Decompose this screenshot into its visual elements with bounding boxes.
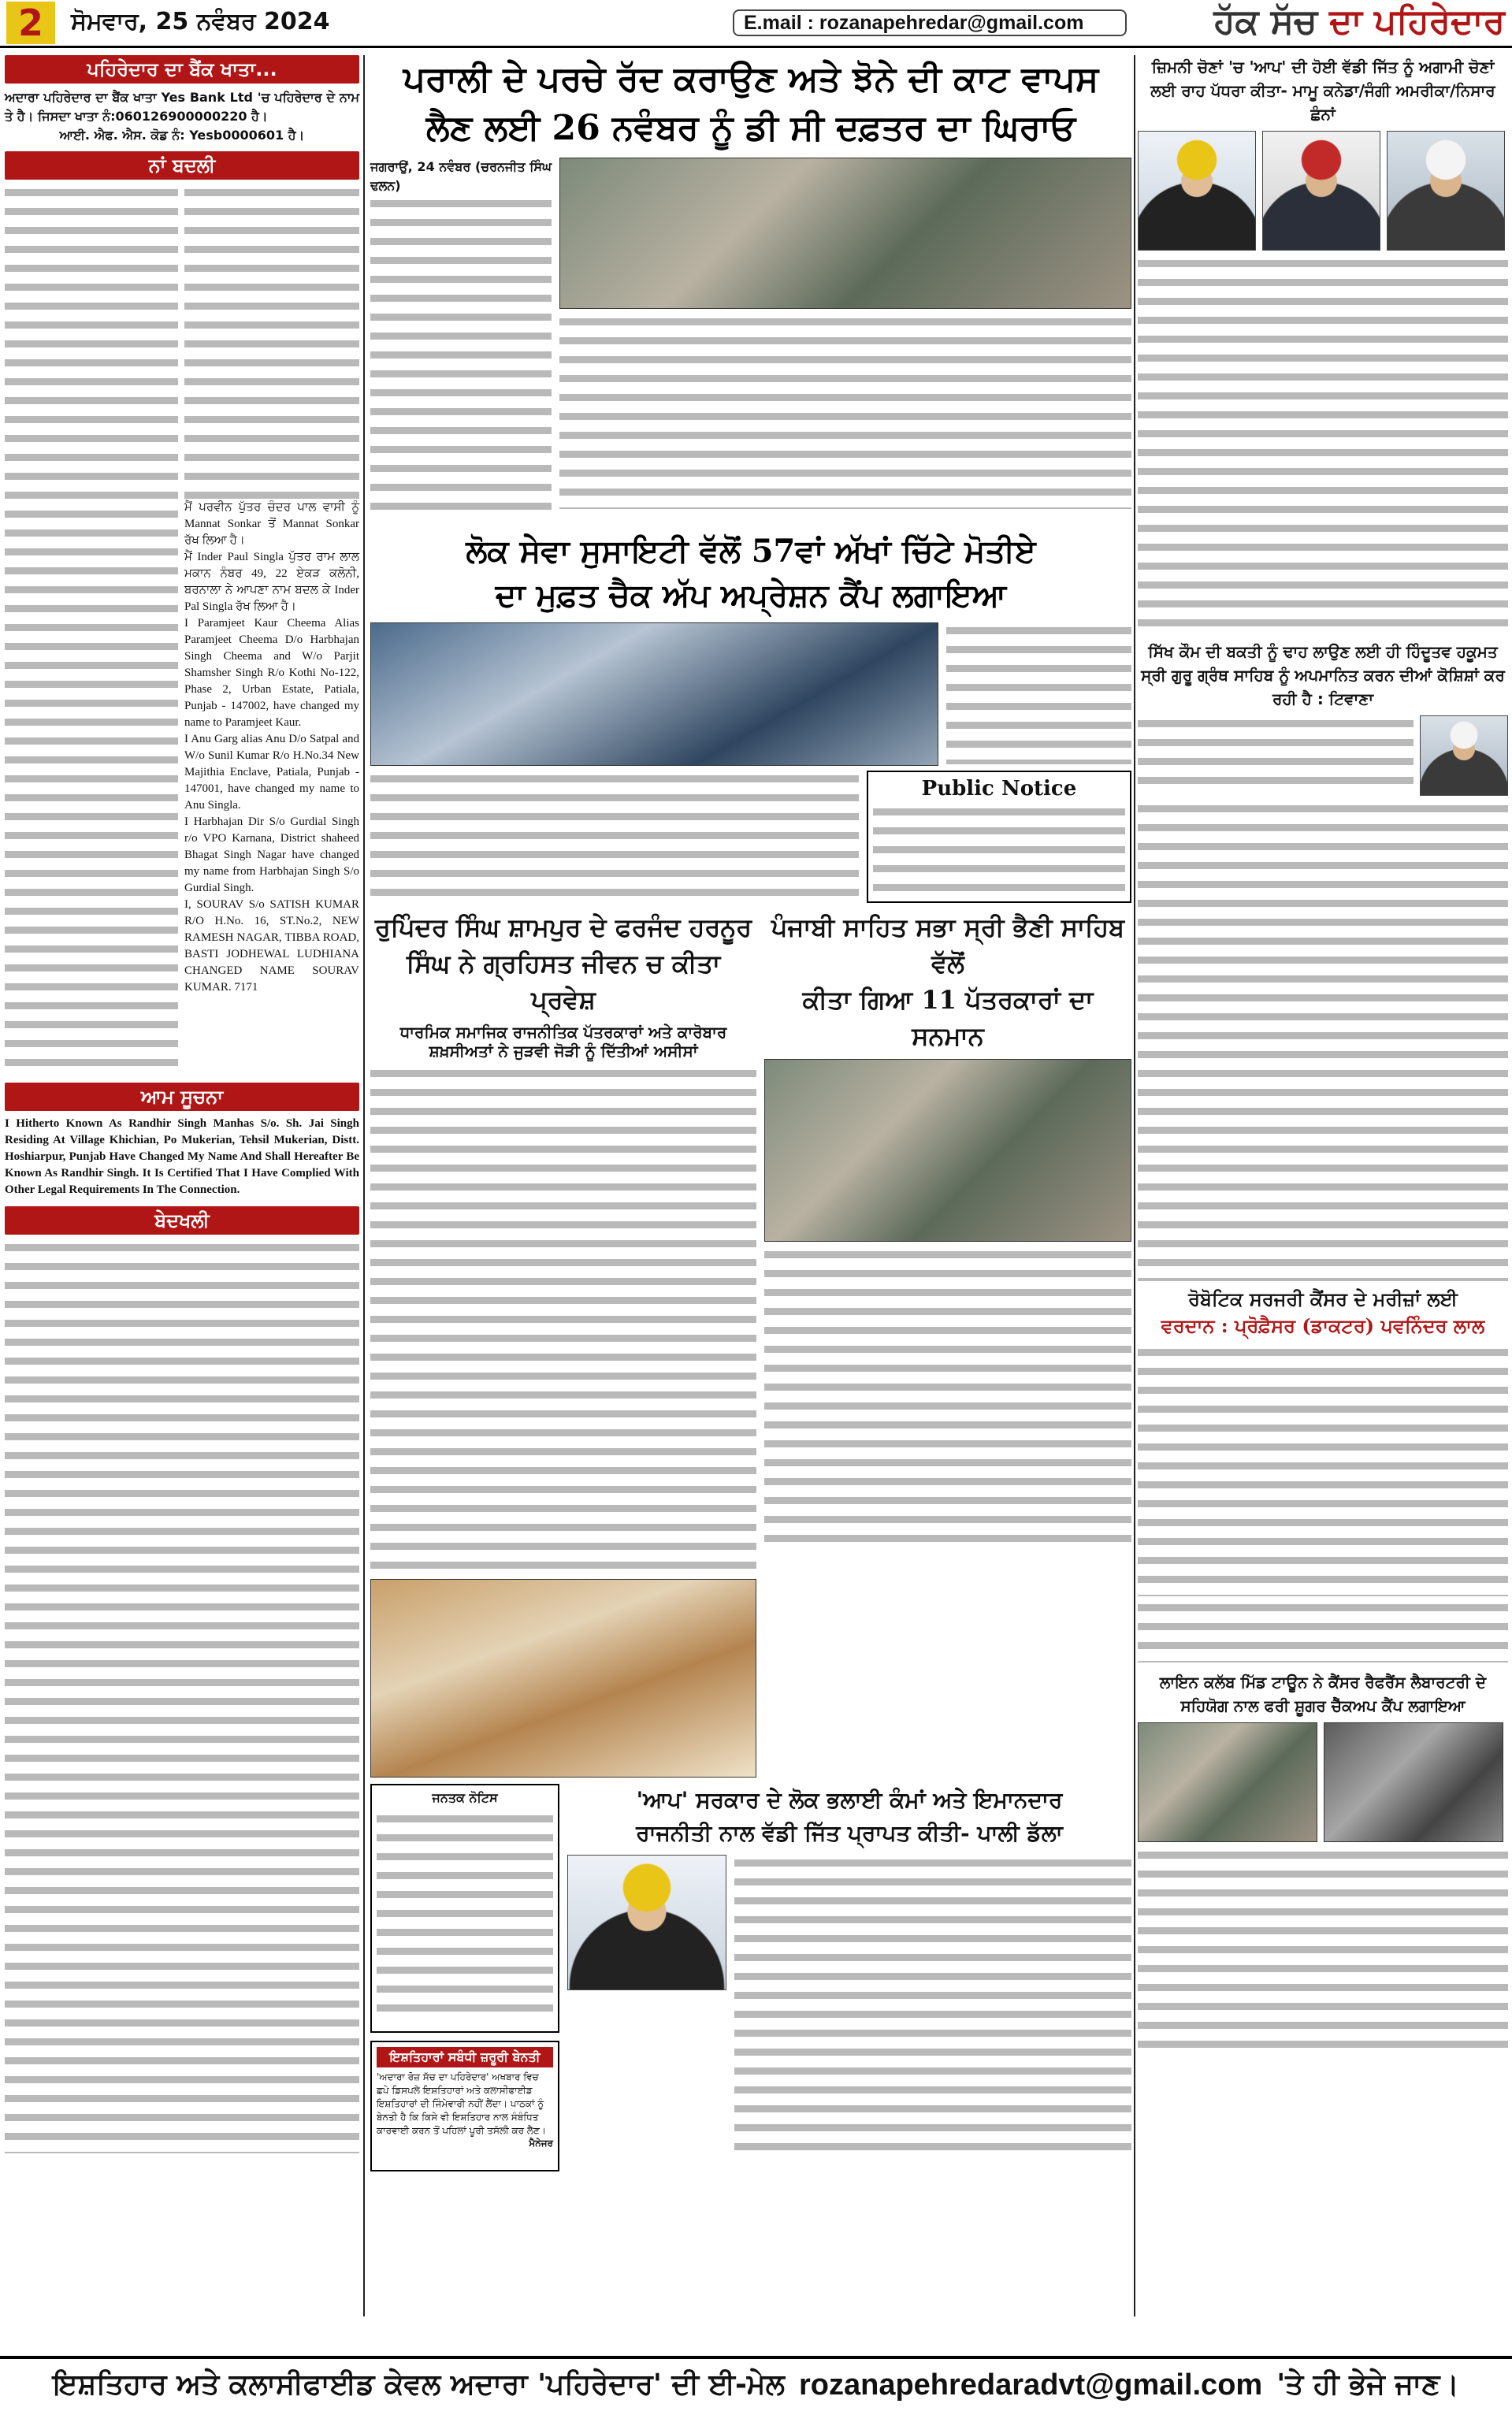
article-body xyxy=(559,314,1131,509)
headline-line: ਪੰਜਾਬੀ ਸਾਹਿਤ ਸਭਾ ਸ੍ਰੀ ਭੈਣੀ ਸਾਹਿਬ ਵੱਲੋਂ xyxy=(771,912,1125,979)
article-body xyxy=(370,771,859,901)
public-notice-box xyxy=(867,771,1131,903)
bank-ifsc: ਆਈ. ਐਫ. ਐਸ. ਕੋਡ ਨੰ: Yesb0000601 ਹੈ। xyxy=(59,128,305,143)
ad-disclaimer-sign: ਮੈਨੇਜਰ xyxy=(529,2138,553,2149)
name-change-item: ਮੈਂ ਪਰਵੀਨ ਪੁੱਤਰ ਚੰਦਰ ਪਾਲ ਵਾਸੀ ਨੂੰ Mannat Sonkar ਤੋਂ Mannat Sonkar ਰੱਖ ਲਿਆ ਹੈ। xyxy=(184,501,359,547)
portrait-jangi xyxy=(1262,131,1380,251)
headline-stubble xyxy=(370,55,1131,153)
name-change-list-right xyxy=(184,184,359,1075)
article-body xyxy=(370,195,552,522)
headline-line: 'ਆਪ' ਸਰਕਾਰ ਦੇ ਲੋਕ ਭਲਾਈ ਕੰਮਾਂ ਅਤੇ ਇਮਾਨਦਾਰ xyxy=(636,1787,1063,1813)
right-column xyxy=(1138,55,1508,2052)
headline-line: ਸਿੰਘ ਨੇ ਗ੍ਰਹਿਸਤ ਜੀਵਨ ਚ ਕੀਤਾ ਪ੍ਰਵੇਸ਼ xyxy=(406,949,721,1015)
center-column xyxy=(370,55,1131,2171)
article-body xyxy=(1138,255,1508,633)
footer-text: ਇਸ਼ਤਿਹਾਰ ਅਤੇ ਕਲਾਸੀਫਾਈਡ ਕੇਵਲ ਅਦਾਰਾ 'ਪਹਿਰੇਦਾਰ' ਦੀ ਈ-ਮੇਲ xyxy=(53,2368,785,2401)
header-email[interactable]: E.mail : rozanapehredar@gmail.com xyxy=(733,9,1127,36)
ad-disclaimer-text: 'ਅਦਾਰਾ ਰੋਜ਼ ਸੱਚ ਦਾ ਪਹਿਰੇਦਾਰ' ਅਖਬਾਰ ਵਿਚ ਛਪੇ ਡਿਸਪਲੇ ਇਸ਼ਤਿਹਾਰਾਂ ਅਤੇ ਕਲਾਸੀਫਾਈਡ ਇਸ਼ਤਿਹਾਰਾਂ ਦੀ ਜਿੰਮੇਵਾਰੀ ਨਹੀਂ ਲੈਂਦਾ। ਪਾਠਕਾਂ ਨੂੰ ਬੇਨਤੀ ਹੈ ਕਿ ਕਿਸੇ ਵੀ ਇਸ਼ਤਿਹਾਰ ਨਾਲ ਸੰਬੰਧਿਤ ਕਾਰਵਾਈ ਕਰਨ ਤੋਂ ਪਹਿਲਾਂ ਪੂਰੀ ਤਸੱਲੀ ਕਰ ਲੈਣ। xyxy=(377,2071,546,2136)
portrait-mamu xyxy=(1138,131,1256,251)
headline-lions-club: ਲਾਇਨ ਕਲੱਬ ਮਿੱਡ ਟਾਊਨ ਨੇ ਕੈਂਸਰ ਰੈਫਰੈਂਸ ਲੈਬਾਰਟਰੀ ਦੇ ਸਹਿਯੋਗ ਨਾਲ ਫਰੀ ਸ਼ੂਗਰ ਚੈੱਕਅਪ ਕੈਂਪ ਲਗਾਇਆ xyxy=(1159,1673,1487,1715)
portrait-tiwana xyxy=(1420,715,1508,796)
dateline: ਜਗਰਾਉਂ, 24 ਨਵੰਬਰ (ਚਰਨਜੀਤ ਸਿੰਘ ਢਲਨ) xyxy=(370,159,552,193)
column-divider xyxy=(363,55,365,2316)
headline-sahit-sabha xyxy=(764,909,1131,1054)
protest-photo xyxy=(559,158,1131,309)
name-change-item: I, SOURAV S/o SATISH KUMAR R/O H.No. 16, ST.No.2, NEW RAMESH NAGAR, TIBBA ROAD, BASTI JODHEWAL LUDHIANA CHANGED NAME SOURAV KUMAR. 7171 xyxy=(184,898,359,994)
name-change-item: I Paramjeet Kaur Cheema Alias Paramjeet Cheema D/o Harbhajan Singh Cheema and W/o Parjit Shamsher Singh R/o Kothi No-122, Phase 2, Urban Estate, Patiala, Punjab - 147002, have changed my name to Paramjeet Kaur. xyxy=(184,617,359,729)
headline-line: ਲੋਕ ਸੇਵਾ ਸੁਸਾਇਟੀ ਵੱਲੋਂ 57ਵਾਂ ਅੱਖਾਂ ਚਿੱਟੇ ਮੋਤੀਏ xyxy=(466,533,1036,570)
article-body xyxy=(1138,1599,1508,1662)
headline-line: ਲੈਣ ਲਈ 26 ਨਵੰਬਰ ਨੂੰ ਡੀ ਸੀ ਦਫ਼ਤਰ ਦਾ ਘਿਰਾਓ xyxy=(425,108,1076,148)
public-notice-title: Public Notice xyxy=(921,777,1077,801)
ad-disclaimer-title: ਇਸ਼ਤਿਹਾਰਾਂ ਸਬੰਧੀ ਜ਼ਰੂਰੀ ਬੇਨਤੀ xyxy=(377,2047,553,2067)
headline-line: ਪਰਾਲੀ ਦੇ ਪਰਚੇ ਰੱਦ ਕਰਾਉਣ ਅਤੇ ਝੋਨੇ ਦੀ ਕਾਟ ਵਾਪਸ xyxy=(403,59,1099,99)
masthead xyxy=(0,0,1512,48)
wedding-photo xyxy=(370,1579,756,1778)
jantak-notice-title: ਜਨਤਕ ਨੋਟਿਸ xyxy=(432,1790,498,1805)
article-body xyxy=(370,1065,756,1574)
brand-left: ਹੱਕ ਸੱਚ xyxy=(1213,2,1317,42)
headline-line: ਦਾ ਮੁਫ਼ਤ ਚੈਕ ਅੱਪ ਅਪ੍ਰੇਸ਼ਨ ਕੈਂਪ ਲਗਾਇਆ xyxy=(495,577,1007,614)
headline-bypoll: ਜ਼ਿਮਨੀ ਚੋਣਾਂ 'ਚ 'ਆਪ' ਦੀ ਹੋਈ ਵੱਡੀ ਜਿੱਤ ਨੂੰ ਅਗਾਮੀ ਚੋਣਾਂ ਲਈ ਰਾਹ ਪੱਧਰਾ ਕੀਤਾ- ਮਾਮੂ ਕਨੇਡਾ/ਜੰਗੀ ਅਮਰੀਕਾ/ਨਿਸਾਰ ਛੰਨਾਂ xyxy=(1150,58,1495,124)
article-body xyxy=(764,1246,1131,1549)
name-change-item: I Harbhajan Dir S/o Gurdial Singh r/o VPO Karnana, District shaheed Bhagat Singh Nagar have changed my name from Harbhajan Singh S/o Gurdial Singh. xyxy=(184,815,359,894)
name-change-title: ਨਾਂ ਬਦਲੀ xyxy=(5,151,359,180)
name-change-item: ਮੈਂ Inder Paul Singla ਪੁੱਤਰ ਰਾਮ ਲਾਲ ਮਕਾਨ ਨੰਬਰ 49, 22 ਏਕੜ ਕਲੋਨੀ, ਬਰਨਾਲਾ ਨੇ ਆਪਣਾ ਨਾਮ ਬਦਲ ਕੇ Inder Pal Singla ਰੱਖ ਲਿਆ ਹੈ। xyxy=(184,551,359,613)
ad-disclaimer-box xyxy=(370,2041,559,2171)
general-notice-text: I Hitherto Known As Randhir Singh Manhas S/o. Sh. Jai Singh Residing At Village Khichian, Po Mukerian, Tehsil Mukerian, Distt. Hoshiarpur, Punjab Have Changed My Name And Shall Hereafter Be Known As Randhir Singh. It Is Certified That I Have Complied With Other Legal Requirements In The Connection. xyxy=(5,1117,359,1196)
jantak-notice-box xyxy=(370,1784,559,2033)
headline-line: ਰੁਪਿੰਦਰ ਸਿੰਘ ਸ਼ਾਮਪੁਰ ਦੇ ਫਰਜੰਦ ਹਰਨੂਰ xyxy=(374,912,752,942)
footer-email[interactable]: rozanapehredaradvt@gmail.com xyxy=(798,2368,1263,2402)
portrait-nisar xyxy=(1387,131,1505,251)
bedakhli-title: ਬੇਦਖਲੀ xyxy=(5,1206,359,1235)
article-body xyxy=(1138,801,1508,1281)
eye-camp-photo xyxy=(370,622,938,766)
name-change-list-punjabi xyxy=(5,184,178,1075)
issue-date: ਸੋਮਵਾਰ, 25 ਨਵੰਬਰ 2024 xyxy=(71,8,330,35)
sahit-sabha-photo xyxy=(764,1059,1131,1242)
left-column xyxy=(5,55,359,2153)
headline-robotic-surgery xyxy=(1138,1286,1508,1339)
brand-logo xyxy=(1182,2,1505,44)
article-body xyxy=(1138,1344,1508,1596)
name-change-item: I Anu Garg alias Anu D/o Satpal and W/o Sunil Kumar R/o H.No.34 New Majithia Enclave, Patiala, Punjab - 147001, have changed my name to Anu Singla. xyxy=(184,733,359,812)
bank-text: ਅਦਾਰਾ ਪਹਿਰੇਦਾਰ ਦਾ ਬੈਂਕ ਖਾਤਾ Yes Bank Ltd 'ਚ ਪਹਿਰੇਦਾਰ ਦੇ ਨਾਮ ਤੇ ਹੈ। ਜਿਸਦਾ ਖਾਤਾ ਨੰ:060126900000220 ਹੈ। xyxy=(5,90,359,124)
headline-aap-victory xyxy=(567,1784,1131,1850)
lions-club-photo-1 xyxy=(1138,1722,1317,1842)
wedding-subhead: ਧਾਰਮਿਕ ਸਮਾਜਿਕ ਰਾਜਨੀਤਿਕ ਪੱਤਰਕਾਰਾਂ ਅਤੇ ਕਾਰੋਬਾਰ ਸ਼ਖ਼ਸੀਅਤਾਂ ਨੇ ਜੁੜਵੀ ਜੋੜੀ ਨੂੰ ਦਿੱਤੀਆਂ ਅਸੀਸਾਂ xyxy=(399,1023,727,1061)
general-notice-title: ਆਮ ਸੂਚਨਾ xyxy=(5,1083,359,1111)
headline-wedding xyxy=(370,909,756,1018)
footer-bar xyxy=(0,2356,1512,2411)
headline-line: ਰਾਜਨੀਤੀ ਨਾਲ ਵੱਡੀ ਜਿੱਤ ਪ੍ਰਾਪਤ ਕੀਤੀ- ਪਾਲੀ ਡੱਲਾ xyxy=(636,1820,1063,1846)
article-body xyxy=(1138,1847,1508,2052)
article-body xyxy=(946,622,1132,764)
headline-eye-camp xyxy=(370,529,1131,618)
article-body xyxy=(734,1855,1131,2154)
pali-dalla-portrait xyxy=(567,1855,726,1990)
headline-line: ਰੋਬੋਟਿਕ ਸਰਜਰੀ ਕੈਂਸਰ ਦੇ ਮਰੀਜ਼ਾਂ ਲਈ xyxy=(1188,1287,1458,1310)
brand-right: ਪਹਿਰੇਦਾਰ xyxy=(1374,2,1505,42)
column-divider xyxy=(1134,55,1135,2316)
footer-tail: 'ਤੇ ਹੀ ਭੇਜੇ ਜਾਣ। xyxy=(1276,2368,1459,2401)
bedakhli-notices xyxy=(5,1239,359,2153)
page-number: 2 xyxy=(6,2,55,44)
headline-line: ਵਰਦਾਨ : ਪ੍ਰੋਫ਼ੈਸਰ (ਡਾਕਟਰ) ਪਵਨਿੰਦਰ ਲਾਲ xyxy=(1161,1314,1485,1337)
headline-tiwana: ਸਿੱਖ ਕੌਮ ਦੀ ਬਕਤੀ ਨੂੰ ਢਾਹ ਲਾਉਣ ਲਈ ਹੀ ਹਿੰਦੂਤਵ ਹਕੂਮਤ ਸ੍ਰੀ ਗੁਰੂ ਗ੍ਰੰਥ ਸਾਹਿਬ ਨੂੰ ਅਪਮਾਨਿਤ ਕਰਨ ਦੀਆਂ ਕੋਸ਼ਿਸ਼ਾਂ ਕਰ ਰਹੀ ਹੈ : ਟਿਵਾਣਾ xyxy=(1141,642,1505,708)
lions-club-photo-2 xyxy=(1324,1722,1503,1842)
article-body xyxy=(1138,715,1414,794)
bank-section-title: ਪਹਿਰੇਦਾਰ ਦਾ ਬੈਂਕ ਖਾਤਾ... xyxy=(5,55,359,84)
brand-mid: ਦਾ xyxy=(1329,2,1362,42)
headline-line: ਕੀਤਾ ਗਿਆ 11 ਪੱਤਰਕਾਰਾਂ ਦਾ ਸਨਮਾਨ xyxy=(802,985,1094,1051)
